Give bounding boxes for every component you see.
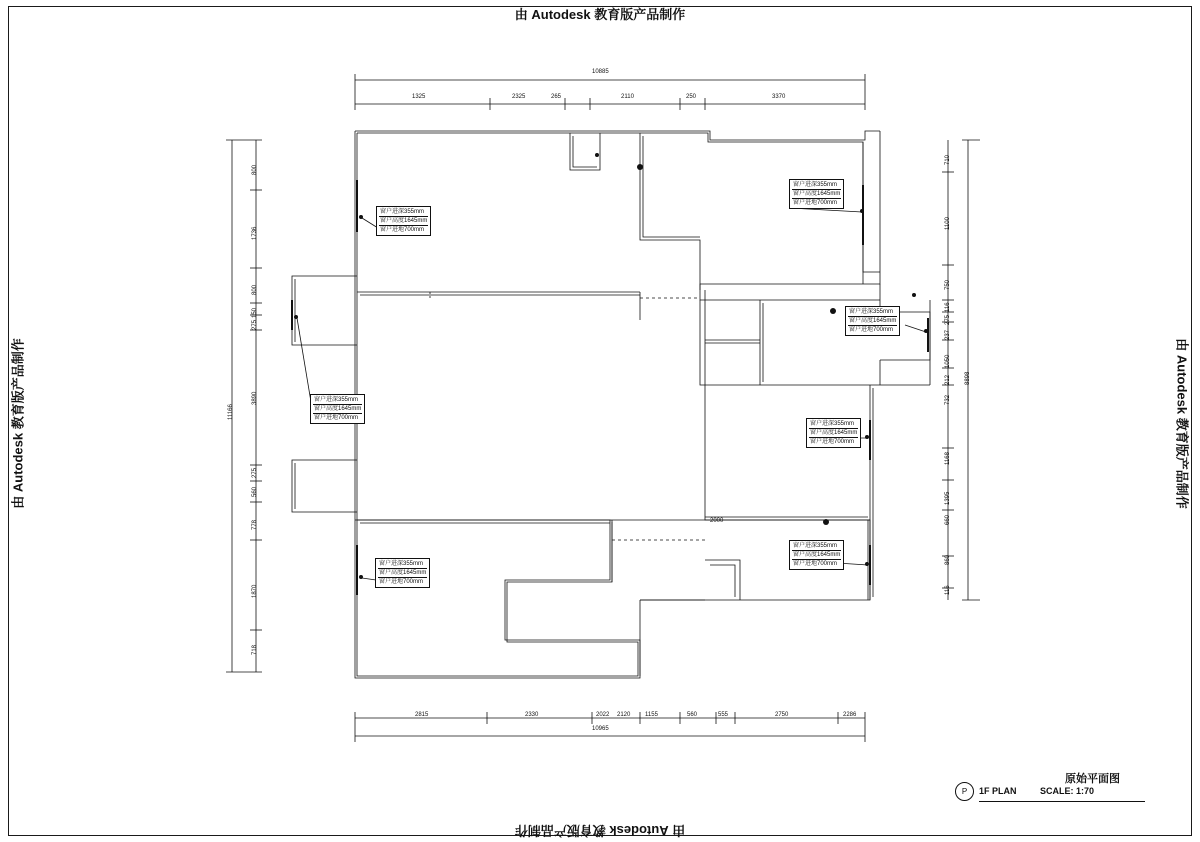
dim-left-total: 11166 — [228, 404, 234, 420]
note-window-lower-right — [806, 418, 861, 448]
note-line: 窗户高度1645mm — [793, 191, 841, 198]
watermark-top: 由 Autodesk 教育版产品制作 — [514, 7, 686, 22]
note-line: 窗户进地700mm — [792, 198, 841, 207]
dim-top-total: 10885 — [592, 69, 609, 75]
dim-right-13: 860 — [945, 554, 951, 565]
dim-bottom-1: 2815 — [415, 712, 429, 718]
dim-top-3: 265 — [551, 94, 562, 100]
note-line: 窗户进地700mm — [378, 577, 427, 586]
plan-label: 1F PLAN — [979, 786, 1017, 796]
dim-right-4: 116 — [945, 302, 951, 312]
note-window-mid-left — [310, 394, 365, 424]
note-line: 窗户高度1645mm — [810, 430, 858, 437]
dim-left-10: 1870 — [252, 584, 258, 598]
dim-left-3: 800 — [252, 284, 258, 295]
dim-interior: 2000 — [710, 518, 724, 524]
watermark-right: 由 Autodesk 教育版产品制作 — [1174, 338, 1190, 509]
note-line: 窗户进深355mm — [314, 397, 359, 403]
note-line: 窗户进深355mm — [793, 543, 838, 549]
title-block — [955, 770, 1145, 815]
dim-right-5: 275 — [945, 314, 951, 325]
dim-right-11: 1395 — [945, 491, 951, 505]
note-line: 窗户高度1645mm — [380, 218, 428, 225]
dim-right-2: 1100 — [945, 217, 951, 230]
note-line: 窗户进地700mm — [848, 325, 897, 334]
dim-top-1: 1325 — [412, 94, 426, 100]
dim-right-3: 750 — [945, 279, 951, 290]
note-window-top-right — [789, 179, 844, 209]
dim-right-total: 8898 — [965, 371, 971, 385]
dim-left-11: 718 — [252, 644, 258, 655]
dim-left-4: 150 — [252, 307, 258, 318]
dim-bottom-5: 1155 — [645, 712, 658, 718]
note-line: 窗户进地700mm — [792, 559, 841, 568]
note-window-mid-right — [845, 306, 900, 336]
note-line: 窗户进地700mm — [809, 437, 858, 446]
dim-left-5: 275 — [252, 319, 258, 330]
dim-top-2: 2325 — [512, 94, 526, 100]
dim-left-1: 800 — [252, 164, 258, 175]
dim-bottom-9: 2286 — [843, 712, 857, 718]
dim-right-7: 1050 — [945, 354, 951, 368]
note-line: 窗户进深355mm — [379, 561, 424, 567]
dim-right-1: 710 — [945, 154, 951, 165]
plan-scale: SCALE: 1:70 — [1040, 786, 1095, 796]
dim-right-9: 732 — [945, 394, 951, 405]
dim-left-7: 275 — [252, 467, 258, 478]
dim-right-10: 1168 — [945, 452, 951, 465]
note-line: 窗户进地700mm — [313, 413, 362, 422]
note-line: 窗户高度1645mm — [379, 570, 427, 577]
plan-title: 原始平面图 — [1065, 773, 1120, 785]
dim-bottom-3: 2022 — [596, 712, 610, 718]
dim-left-8: 560 — [252, 486, 258, 497]
dim-left-2: 1736 — [252, 226, 258, 240]
dim-right-8: 212 — [945, 374, 951, 385]
note-window-bottom-left — [375, 558, 430, 588]
plan-marker-icon: P — [955, 782, 974, 801]
dim-bottom-7: 555 — [718, 712, 729, 718]
note-line: 窗户高度1645mm — [849, 318, 897, 325]
dim-bottom-4: 2120 — [617, 712, 631, 718]
note-line: 窗户进深355mm — [380, 209, 425, 215]
dim-right-12: 660 — [945, 514, 951, 525]
dim-bottom-6: 560 — [687, 712, 698, 718]
dim-top-5: 250 — [686, 94, 697, 100]
note-line: 窗户进地700mm — [379, 225, 428, 234]
title-underline — [979, 801, 1145, 802]
dim-bottom-total: 10965 — [592, 726, 609, 732]
dim-right-6: 237 — [945, 329, 951, 340]
watermark-left: 由 Autodesk 教育版产品制作 — [10, 338, 26, 509]
note-line: 窗户进深355mm — [849, 309, 894, 315]
watermark-bottom: 由 Autodesk 教育版产品制作 — [514, 823, 686, 838]
dim-left-9: 778 — [252, 519, 258, 530]
note-line: 窗户高度1645mm — [314, 406, 362, 413]
note-line: 窗户进深355mm — [810, 421, 855, 427]
dim-top-6: 3370 — [772, 94, 786, 100]
dim-bottom-8: 2750 — [775, 712, 789, 718]
dim-right-14: 116 — [945, 585, 951, 595]
note-window-bottom-right — [789, 540, 844, 570]
dim-bottom-2: 2330 — [525, 712, 539, 718]
note-line: 窗户进深355mm — [793, 182, 838, 188]
note-window-top-left — [376, 206, 431, 236]
dim-top-4: 2110 — [621, 94, 634, 100]
dim-left-6: 3890 — [252, 391, 258, 405]
note-line: 窗户高度1645mm — [793, 552, 841, 559]
